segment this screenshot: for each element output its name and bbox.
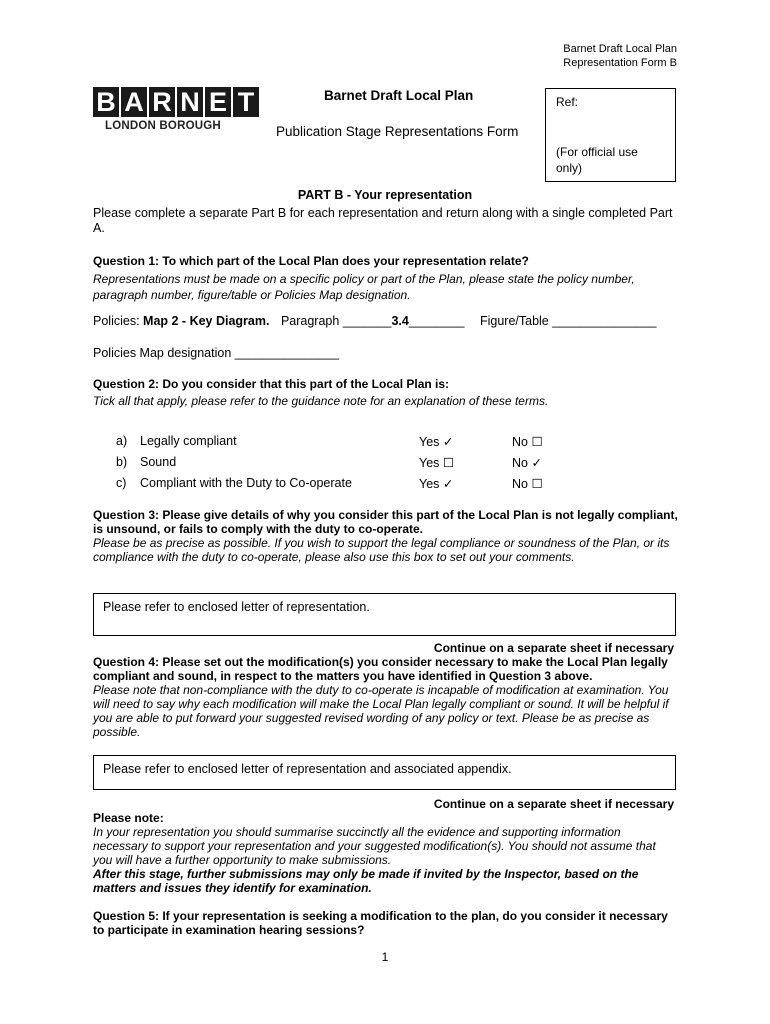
paragraph-tail: ________ <box>408 314 465 328</box>
please-note-heading: Please note: <box>93 811 164 825</box>
part-b-intro: Please complete a separate Part B for each representation and return along with a single completed Part A. <box>93 206 673 235</box>
please-note-body: In your representation you should summarise succinctly all the evidence and supporting information necessary to support your representation and your suggested modification(s). You should not assume that you will have a further opportunity to make submissions. <box>93 825 656 867</box>
page-number: 1 <box>381 950 389 964</box>
ref-box <box>545 88 676 182</box>
question-3: Question 3: Please give details of why you consider this part of the Local Plan is not legally compliant, is unsound, or fails to comply with the duty to co-operate. <box>93 508 678 536</box>
question-3-continue-note: Continue on a separate sheet if necessary <box>433 641 674 655</box>
question-3-answer: Please refer to enclosed letter of representation. <box>103 600 370 614</box>
option-label-duty-to-cooperate: Compliant with the Duty to Co-operate <box>140 476 352 490</box>
question-5: Question 5: If your representation is seeking a modification to the plan, do you consider it necessary to participate in examination hearing sessions? <box>93 909 668 937</box>
please-note-emphasis: After this stage, further submissions may only be made if invited by the Inspector, based on the matters and issues they identify for examination. <box>93 867 639 895</box>
header-form-label <box>563 42 677 70</box>
logo-letters <box>93 87 265 117</box>
logo-letter: B <box>93 87 119 117</box>
paragraph-value[interactable]: 3.4 <box>391 314 409 328</box>
policies-label: Policies: <box>93 314 144 328</box>
question-2-note: Tick all that apply, please refer to the guidance note for an explanation of these terms. <box>93 394 549 408</box>
policies-map-field[interactable]: Policies Map designation _______________ <box>93 346 340 360</box>
question-4-answer-box[interactable] <box>93 755 676 790</box>
question-4: Question 4: Please set out the modification(s) you consider necessary to make the Local Plan legally compliant and sound, in respect to the matters you have identified in Question 3 above. <box>93 655 668 683</box>
option-label-sound: Sound <box>140 455 177 469</box>
part-b-heading: PART B - Your representation <box>297 188 473 202</box>
question-1-note: Representations must be made on a specific policy or part of the Plan, please state the policy number, paragraph number, figure/table or Policies Map designation. <box>93 272 635 302</box>
logo-letter: R <box>149 87 175 117</box>
question-3-answer-box[interactable] <box>93 593 676 636</box>
option-letter-b: b) <box>116 455 128 469</box>
official-use-label: (For official use only) <box>556 145 638 175</box>
sound-no-checkbox[interactable]: No ✓ <box>512 456 542 470</box>
question-2: Question 2: Do you consider that this part of the Local Plan is: <box>93 377 450 391</box>
logo-letter: N <box>177 87 203 117</box>
option-letter-c: c) <box>116 476 127 490</box>
document-title: Barnet Draft Local Plan <box>324 88 474 103</box>
question-4-continue-note: Continue on a separate sheet if necessary <box>433 797 674 811</box>
question-4-answer: Please refer to enclosed letter of representation and associated appendix. <box>103 762 512 776</box>
document-subtitle: Publication Stage Representations Form <box>276 124 519 139</box>
paragraph-label: Paragraph _______ <box>280 314 392 328</box>
legally-compliant-yes-checkbox[interactable]: Yes ✓ <box>419 435 454 449</box>
question-4-note: Please note that non-compliance with the duty to co-operate is incapable of modification at examination. You will need to say why each modification will make the Local Plan legally compliant or sound. It will be helpful if you are able to put forward your suggested revised wording of any policy or text. Please be as precise as possible. <box>93 683 669 739</box>
header-line-2: Representation Form B <box>563 57 677 69</box>
logo-subtitle: LONDON BOROUGH <box>105 120 221 132</box>
duty-to-cooperate-yes-checkbox[interactable]: Yes ✓ <box>419 477 454 491</box>
barnet-logo <box>93 87 265 132</box>
question-1: Question 1: To which part of the Local Plan does your representation relate? <box>93 254 529 268</box>
ref-label: Ref: <box>556 95 579 109</box>
legally-compliant-no-checkbox[interactable]: No ☐ <box>512 435 543 449</box>
policies-line <box>93 314 678 329</box>
question-3-note: Please be as precise as possible. If you wish to support the legal compliance or soundness of the Plan, or its compliance with the duty to co-operate, please also use this box to set out your comments. <box>93 536 670 564</box>
option-label-legally-compliant: Legally compliant <box>140 434 237 448</box>
option-letter-a: a) <box>116 434 128 448</box>
sound-yes-checkbox[interactable]: Yes ☐ <box>419 456 455 470</box>
duty-to-cooperate-no-checkbox[interactable]: No ☐ <box>512 477 543 491</box>
header-line-1: Barnet Draft Local Plan <box>563 43 677 55</box>
policies-value[interactable]: Map 2 - Key Diagram. <box>143 314 270 328</box>
logo-letter: E <box>205 87 231 117</box>
logo-letter: T <box>233 87 259 117</box>
figure-table-field[interactable]: Figure/Table _______________ <box>479 314 657 328</box>
logo-letter: A <box>121 87 147 117</box>
